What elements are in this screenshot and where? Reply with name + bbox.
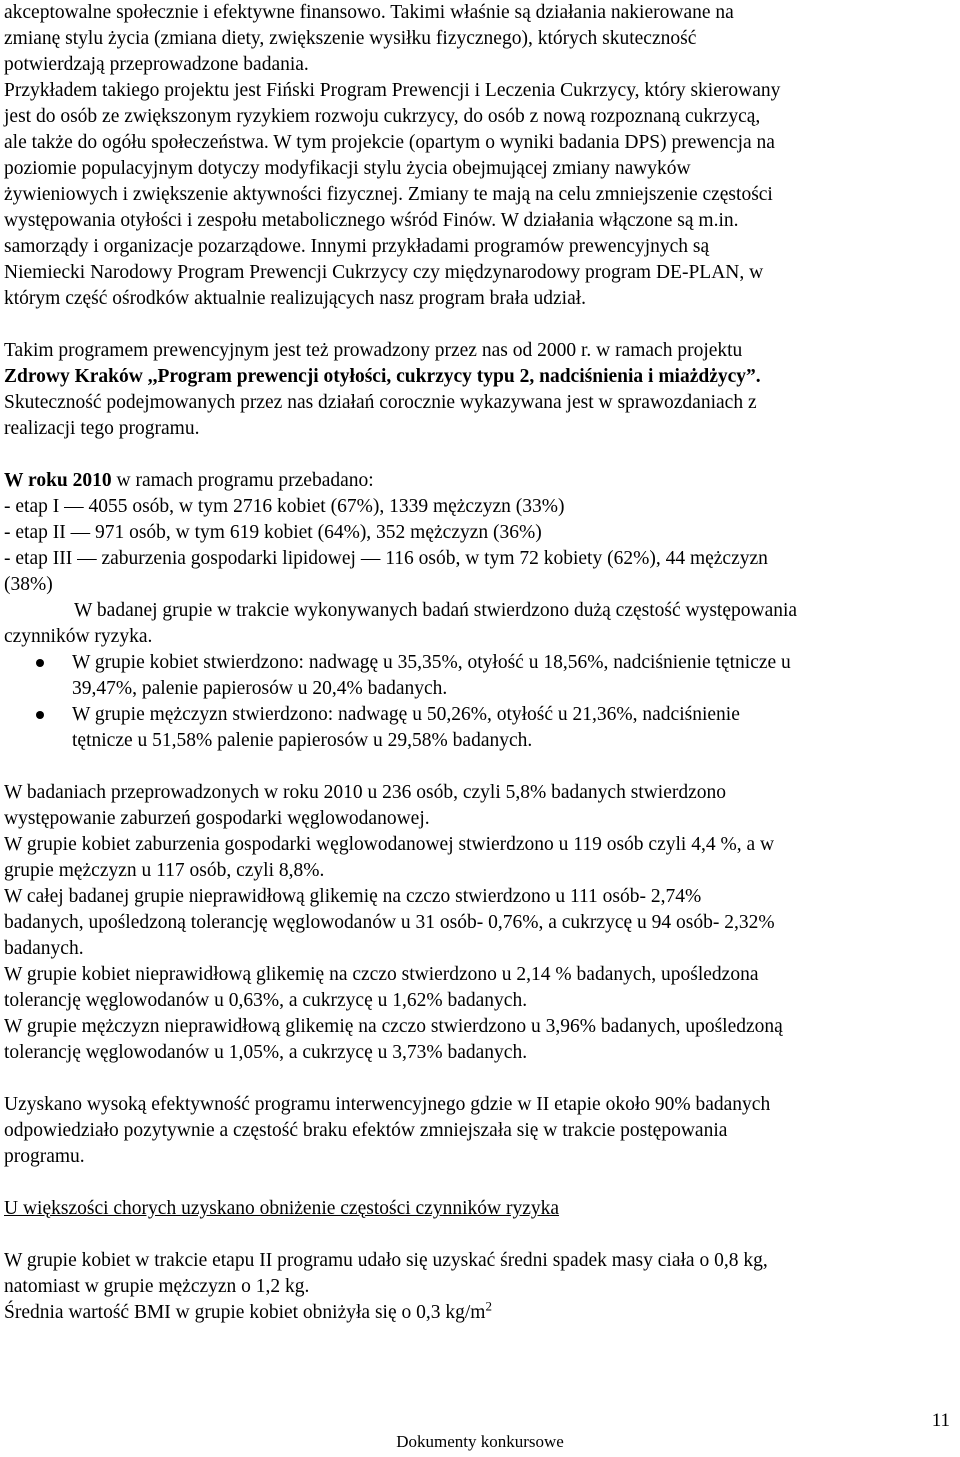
text-line: Przykładem takiego projektu jest Fiński Program Prewencji i Leczenia Cukrzycy, który skierowany bbox=[4, 80, 781, 101]
spacer bbox=[4, 754, 956, 780]
bullet-icon bbox=[36, 659, 44, 667]
spacer bbox=[4, 312, 956, 338]
text-line: natomiast w grupie mężczyzn o 1,2 kg. bbox=[4, 1276, 310, 1297]
page-number: 11 bbox=[931, 1410, 950, 1431]
paragraph-carbohydrate bbox=[4, 780, 956, 1066]
paragraph-2010-stats bbox=[4, 468, 956, 650]
paragraph-weight-loss bbox=[4, 1248, 956, 1326]
paragraph-krakow-program bbox=[4, 338, 956, 442]
text-line: potwierdzają przeprowadzone badania. bbox=[4, 54, 309, 75]
text-line: 39,47%, palenie papierosów u 20,4% badanych. bbox=[72, 678, 448, 699]
stage-line: - etap II — 971 osób, w tym 619 kobiet (64%), 352 mężczyzn (36%) bbox=[4, 522, 542, 543]
text-line: W grupie kobiet zaburzenia gospodarki węglowodanowej stwierdzono u 119 osób czyli 4,4 %, a w bbox=[4, 834, 775, 855]
bullet-icon bbox=[36, 711, 44, 719]
text-line: W całej badanej grupie nieprawidłową glikemię na czczo stwierdzono u 111 osób- 2,74% bbox=[4, 886, 702, 907]
stage-line: - etap I — 4055 osób, w tym 2716 kobiet (67%), 1339 mężczyzn (33%) bbox=[4, 496, 565, 517]
text-line: W grupie mężczyzn stwierdzono: nadwagę u 50,26%, otyłość u 21,36%, nadciśnienie bbox=[72, 704, 740, 725]
list-item bbox=[4, 702, 956, 754]
paragraph-finnish-program bbox=[4, 0, 956, 312]
stats-intro bbox=[4, 468, 956, 494]
list-item bbox=[4, 650, 956, 702]
stage-line: (38%) bbox=[4, 574, 53, 595]
text-line: którym część ośrodków aktualnie realizujących nasz program brała udział. bbox=[4, 288, 587, 309]
text-line: Niemiecki Narodowy Program Prewencji Cukrzycy czy międzynarodowy program DE-PLAN, w bbox=[4, 262, 764, 283]
stage-line: - etap III — zaburzenia gospodarki lipidowej — 116 osób, w tym 72 kobiety (62%), 44 mężczyzn bbox=[4, 548, 768, 569]
program-title: Zdrowy Kraków ,,Program prewencji otyłości, cukrzycy typu 2, nadciśnienia i miażdżycy”. bbox=[4, 366, 761, 387]
spacer bbox=[4, 1222, 956, 1248]
year-highlight: W roku 2010 bbox=[4, 470, 112, 491]
text-line: grupie mężczyzn u 117 osób, czyli 8,8%. bbox=[4, 860, 325, 881]
text-line: W grupie kobiet nieprawidłową glikemię na czczo stwierdzono u 2,14 % badanych, upośledzona bbox=[4, 964, 759, 985]
text-span: Średnia wartość BMI w grupie kobiet obniżyła się o 0,3 kg/m bbox=[4, 1302, 486, 1323]
text-line: odpowiedziało pozytywnie a częstość braku efektów zmniejszała się w trakcie postępowania bbox=[4, 1120, 728, 1141]
text-line: W grupie mężczyzn nieprawidłową glikemię na czczo stwierdzono u 3,96% badanych, upośledzoną bbox=[4, 1016, 783, 1037]
superscript: 2 bbox=[485, 1298, 492, 1314]
text-line: W grupie kobiet w trakcie etapu II programu udało się uzyskać średni spadek masy ciała o 0,8 kg, bbox=[4, 1250, 768, 1271]
text-line: tolerancję węglowodanów u 0,63%, a cukrzycę u 1,62% badanych. bbox=[4, 990, 528, 1011]
text-line: badanych, upośledzoną tolerancję węglowodanów u 31 osób- 0,76%, a cukrzycę u 94 osób- 2,32% bbox=[4, 912, 775, 933]
spacer bbox=[4, 1170, 956, 1196]
text-line: Takim programem prewencyjnym jest też prowadzony przez nas od 2000 r. w ramach projektu bbox=[4, 340, 743, 361]
text-line: samorządy i organizacje pozarządowe. Innymi przykładami programów prewencyjnych są bbox=[4, 236, 710, 257]
risk-factors-list bbox=[4, 650, 956, 754]
text-line: występowanie zaburzeń gospodarki węglowodanowej. bbox=[4, 808, 430, 829]
text-line: poziomie populacyjnym dotyczy modyfikacji stylu życia obejmującej zmiany nawyków bbox=[4, 158, 691, 179]
text-line: badanych. bbox=[4, 938, 84, 959]
text-line: Uzyskano wysoką efektywność programu interwencyjnego gdzie w II etapie około 90% badanych bbox=[4, 1094, 771, 1115]
spacer bbox=[4, 1066, 956, 1092]
text-line: programu. bbox=[4, 1146, 85, 1167]
text-line: W badaniach przeprowadzonych w roku 2010 u 236 osób, czyli 5,8% badanych stwierdzono bbox=[4, 782, 727, 803]
spacer bbox=[4, 442, 956, 468]
document-page bbox=[4, 0, 956, 1326]
text-line: jest do osób ze zwiększonym ryzykiem rozwoju cukrzycy, do osób z nową rozpoznaną cukrzycą, bbox=[4, 106, 761, 127]
text-line: Skuteczność podejmowanych przez nas działań corocznie wykazywana jest w sprawozdaniach z bbox=[4, 392, 757, 413]
text-line: W grupie kobiet stwierdzono: nadwagę u 35,35%, otyłość u 18,56%, nadciśnienie tętnicze u bbox=[72, 652, 791, 673]
text-line: tolerancję węglowodanów u 1,05%, a cukrzycę u 3,73% badanych. bbox=[4, 1042, 528, 1063]
footer-text: Dokumenty konkursowe bbox=[396, 1432, 564, 1451]
bmi-line bbox=[4, 1300, 956, 1326]
risk-text-line: czynników ryzyka. bbox=[4, 626, 153, 647]
text-line: występowania otyłości i zespołu metabolicznego wśród Finów. W działania włączone są m.in. bbox=[4, 210, 739, 231]
text-line: zmianę stylu życia (zmiana diety, zwiększenie wysiłku fizycznego), których skuteczność bbox=[4, 28, 697, 49]
section-heading: U większości chorych uzyskano obniżenie częstości czynników ryzyka bbox=[4, 1198, 560, 1219]
paragraph-effectiveness bbox=[4, 1092, 956, 1170]
text-line: żywieniowych i zwiększenie aktywności fizycznej. Zmiany te mają na celu zmniejszenie częstości bbox=[4, 184, 773, 205]
text-line: tętnicze u 51,58% palenie papierosów u 29,58% badanych. bbox=[72, 730, 533, 751]
text-line: ale także do ogółu społeczeństwa. W tym projekcie (opartym o wyniki badania DPS) prewencja na bbox=[4, 132, 775, 153]
risk-text-line: W badanej grupie w trakcie wykonywanych badań stwierdzono dużą częstość występowania bbox=[74, 600, 798, 621]
text-line: akceptowalne społecznie i efektywne finansowo. Takimi właśnie są działania nakierowane na bbox=[4, 2, 734, 23]
text-line: realizacji tego programu. bbox=[4, 418, 200, 439]
text-span: w ramach programu przebadano: bbox=[111, 470, 374, 491]
